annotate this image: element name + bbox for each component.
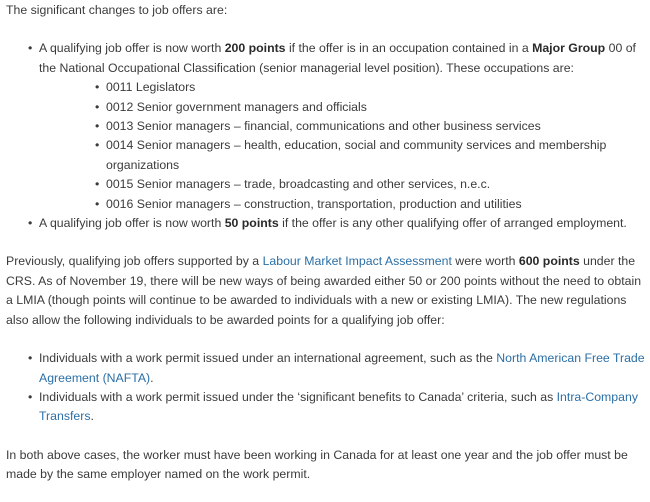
previously-paragraph: Previously, qualifying job offers supported by a Labour Market Impact Assessment were worth 600 points under the CRS. As of November 19, there will be new ways of being awarded either 50 or 200 points without the need to obtain a LMIA (though points will continue to be awarded to individuals with a new or existing LMIA). The new regulations also allow the following individuals to be awarded points for a qualifying job offer: — [6, 254, 642, 327]
list-item-200-points: • A qualifying job offer is now worth 200 points if the offer is in an occupation contained in a Major Group 00 of the National Occupational Classification (senior managerial level position). These occupations are: • 0011 Legislators • 0012 Senior government managers and officials • 0013 Senior managers – financial, communications and other business services • 0014 Senior managers – health, education, social and community services and membership organizations • 0015 Senior managers – trade, broadcasting and other services, n.e.c. • 0016 Senior managers – construction, transportation, production and utilities — [6, 39, 650, 214]
occupation-item: • 0015 Senior managers – trade, broadcasting and other services, n.e.c. — [39, 175, 650, 194]
bold-major-group: Major Group — [532, 41, 606, 56]
occupation-item: • 0016 Senior managers – construction, transportation, production and utilities — [39, 195, 650, 214]
eligible-individuals-list — [6, 349, 650, 427]
intra-company-transfers-link[interactable]: Intra-Company Transfers — [39, 389, 638, 424]
occupation-item: • 0014 Senior managers – health, education, social and community services and membership organizations — [39, 136, 650, 175]
occupation-item: • 0011 Legislators — [39, 78, 650, 97]
bold-600-points: 600 points — [518, 254, 580, 269]
list-item-nafta: • Individuals with a work permit issued under an international agreement, such as the North American Free Trade Agreement (NAFTA). — [6, 349, 650, 388]
list-item-50-points: • A qualifying job offer is now worth 50 points if the offer is any other qualifying offer of arranged employment. — [6, 214, 650, 233]
occupation-item: • 0012 Senior government managers and officials — [39, 98, 650, 117]
bold-200-points: 200 points — [224, 41, 286, 56]
bold-50-points: 50 points — [224, 216, 279, 231]
list-item-intra-company: • Individuals with a work permit issued under the ‘significant benefits to Canada’ criteria, such as Intra-Company Transfers. — [6, 388, 650, 427]
job-offer-changes-list — [6, 39, 650, 233]
occupations-list — [39, 78, 650, 214]
intro-text: The significant changes to job offers are: — [6, 3, 228, 17]
occupation-item: • 0013 Senior managers – financial, communications and other business services — [39, 117, 650, 136]
outro-paragraph: In both above cases, the worker must have been working in Canada for at least one year and the job offer must be made by the same employer named on the work permit. — [6, 447, 628, 482]
nafta-link[interactable]: North American Free Trade Agreement (NAFTA) — [39, 351, 645, 385]
lmia-link[interactable]: Labour Market Impact Assessment — [262, 254, 452, 269]
